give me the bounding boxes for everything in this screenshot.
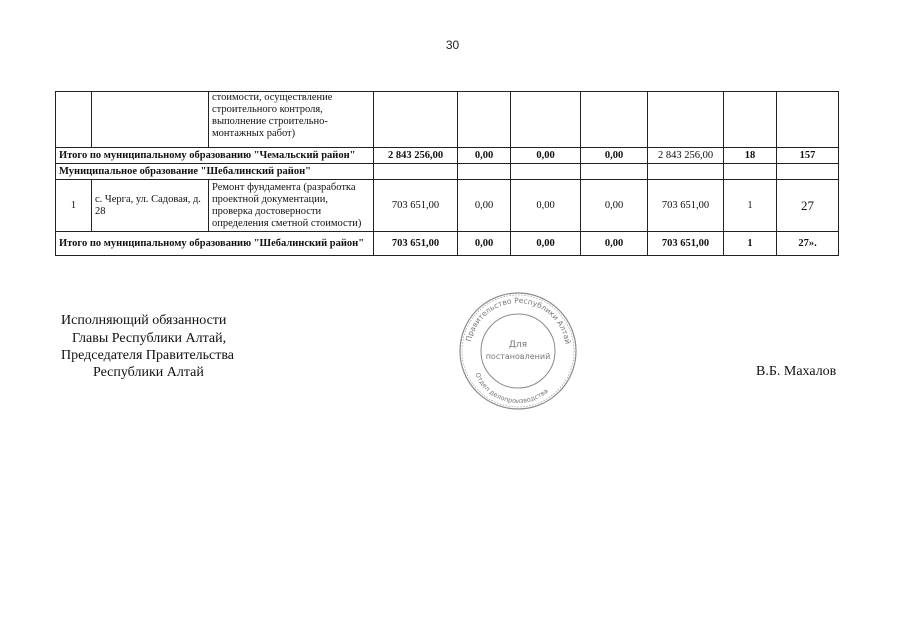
empty-cell [581, 164, 648, 180]
cell-fund: 0,00 [458, 148, 511, 164]
page-number: 30 [445, 38, 460, 52]
cell-total-cost [374, 92, 458, 148]
cell-fund: 0,00 [458, 232, 511, 256]
signature-title-line3: Председателя Правительства [61, 348, 235, 363]
stamp-center-line1: Для [508, 340, 528, 350]
cell-budget-region [511, 92, 581, 148]
register-table [55, 91, 839, 256]
cell-fund [458, 92, 511, 148]
cell-total-cost: 703 651,00 [374, 232, 458, 256]
cell-count-a [724, 92, 777, 148]
cell-owners-funds: 2 843 256,00 [648, 148, 724, 164]
cell-address [92, 92, 209, 148]
stamp-ring-text-bottom: Отдел делопроизводства [473, 371, 550, 405]
table-row-1 [56, 180, 839, 232]
cell-budget-region: 0,00 [511, 232, 581, 256]
signature-title-line2: Главы Республики Алтай, [72, 331, 227, 346]
cell-budget-local [581, 92, 648, 148]
empty-cell [511, 164, 581, 180]
cell-count-b: 27 [777, 180, 839, 232]
table-row-section-shebalino [56, 164, 839, 180]
cell-count-a: 1 [724, 232, 777, 256]
cell-budget-local: 0,00 [581, 232, 648, 256]
table-row-continuation [56, 92, 839, 148]
stamp-center-line2: постановлений [485, 352, 551, 361]
empty-cell [458, 164, 511, 180]
cell-owners-funds: 703 651,00 [648, 232, 724, 256]
cell-budget-local: 0,00 [581, 180, 648, 232]
cell-count-a: 1 [724, 180, 777, 232]
cell-count-a: 18 [724, 148, 777, 164]
cell-count-b [777, 92, 839, 148]
cell-total-cost: 703 651,00 [374, 180, 458, 232]
cell-owners-funds: 703 651,00 [648, 180, 724, 232]
cell-budget-region: 0,00 [511, 180, 581, 232]
cell-address: с. Черга, ул. Садовая, д. 28 [92, 180, 209, 232]
cell-total-cost: 2 843 256,00 [374, 148, 458, 164]
total-label: Итого по муниципальному образованию "Шебалинский район" [56, 232, 374, 256]
table-row-total-chemal [56, 148, 839, 164]
cell-budget-region: 0,00 [511, 148, 581, 164]
section-label: Муниципальное образование "Шебалинский район" [56, 164, 374, 180]
table-row-total-shebalino [56, 232, 839, 256]
cell-count-b: 27». [777, 232, 839, 256]
cell-work-type: Ремонт фундамента (разработка проектной документации, проверка достоверности определения сметной стоимости) [209, 180, 374, 232]
official-stamp [458, 291, 578, 411]
cell-count-b: 157 [777, 148, 839, 164]
stamp-ring-text: Правительство Республики Алтай [463, 295, 573, 345]
cell-fund: 0,00 [458, 180, 511, 232]
empty-cell [648, 164, 724, 180]
empty-cell [777, 164, 839, 180]
cell-number: 1 [56, 180, 92, 232]
cell-work-type: стоимости, осуществление строительного контроля, выполнение строительно-монтажных работ) [209, 92, 374, 148]
cell-owners-funds [648, 92, 724, 148]
empty-cell [724, 164, 777, 180]
signer-name: В.Б. Махалов [756, 364, 837, 379]
signature-title-line1: Исполняющий обязанности [61, 313, 227, 328]
signature-title-line4: Республики Алтай [93, 365, 204, 380]
total-label: Итого по муниципальному образованию "Чемальский район" [56, 148, 374, 164]
cell-budget-local: 0,00 [581, 148, 648, 164]
cell-number [56, 92, 92, 148]
empty-cell [374, 164, 458, 180]
